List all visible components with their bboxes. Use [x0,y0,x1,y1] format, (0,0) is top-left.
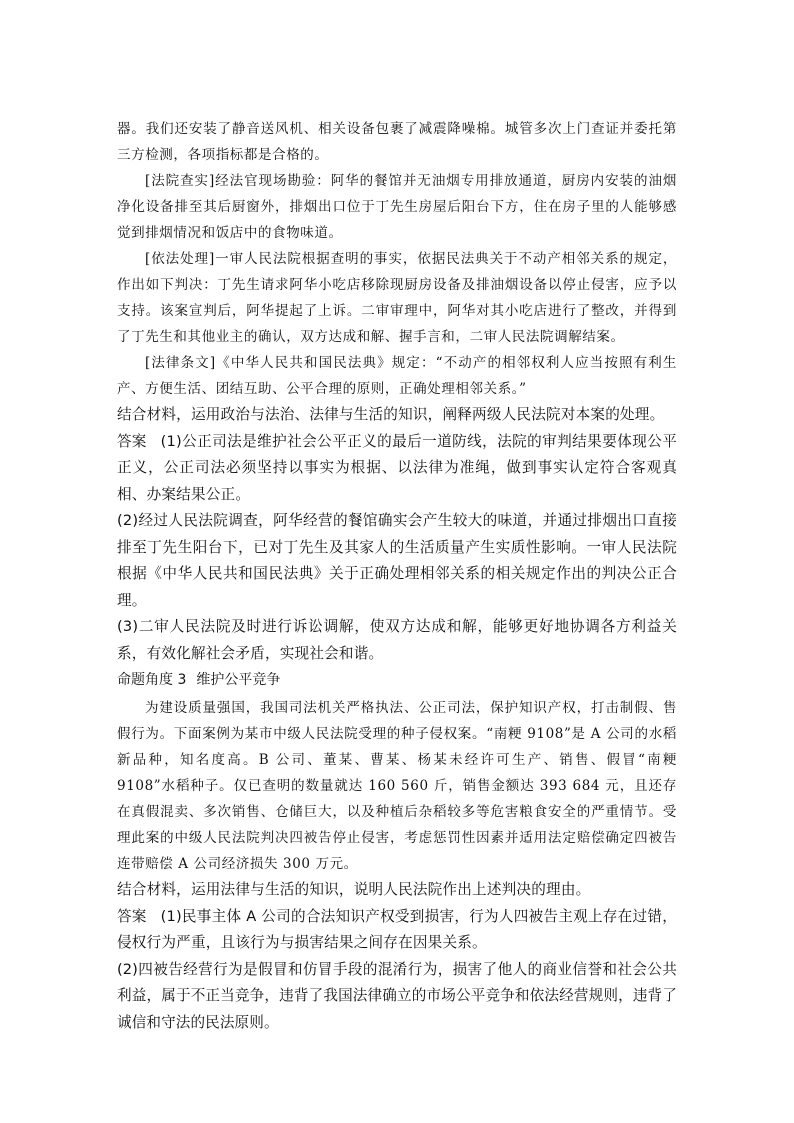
angle3-question: 结合材料，运用法律与生活的知识，说明人民法院作出上述判决的理由。 [117,881,591,898]
case2-answer-3: (3)二审人民法院及时进行诉讼调解，使双方达成和解，能够更好地协调各方利益关系，有效化解社会矛盾，实现社会和谐。 [117,618,677,662]
legal-provision-paragraph: [法律条文]《中华人民共和国民法典》规定：“不动产的相邻权利人应当按照有利生产、方便生活、团结互助、公平合理的原则，正确处理相邻关系。” [117,355,677,397]
case-material-continuation: 器。我们还安装了静音送风机、相关设备包裹了减震降噪棉。城管多次上门查证并委托第三方检测，各项指标都是合格的。 [117,121,677,163]
answer-label: 答案 [117,432,147,450]
angle3-answer-1 [117,904,677,957]
case2-answer-1 [117,429,677,509]
legal-handling-paragraph: [依法处理]一审人民法院根据查明的事实，依据民法典关于不动产相邻关系的规定，作出如下判决：丁先生请求阿华小吃店移除现厨房设备及排油烟设备以停止侵害，应予以支持。该案宣判后，阿华提起了上诉。二审审理中，阿华对其小吃店进行了整改，并得到了丁先生和其他业主的确认，双方达成和解、握手言和，二审人民法院调解结案。 [117,251,677,345]
question-angle-heading [117,667,677,693]
angle-title: 维护公平竞争 [196,672,281,688]
angle3-answer-2: (2)四被告经营行为是假冒和仿冒手段的混淆行为，损害了他人的商业信誉和社会公共利益，属于不正当竞争，违背了我国法律确立的市场公平竞争和依法经营规则，违背了诚信和守法的民法原则。 [117,960,677,1031]
case2-question: 结合材料，运用政治与法治、法律与生活的知识，阐释两级人民法院对本案的处理。 [117,406,665,423]
angle-label: 命题角度 3 [117,672,187,688]
answer-text: (1)民事主体 A 公司的合法知识产权受到损害，行为人四被告主观上存在过错，侵权行为严重，且该行为与损害结果之间存在因果关系。 [117,907,677,951]
seed-case-material: 为建设质量强国，我国司法机关严格执法、公正司法，保护知识产权，打击制假、售假行为。下面案例为某市中级人民法院受理的种子侵权案。“南粳 9108”是 A 公司的水稻新品种，知名度高。B 公司、董某、曹某、杨某未经许可生产、销售、假冒“南粳 9108”水稻种子。仅已查明的数量就达 160 560 斤，销售金额达 393 684 元，且还存在真假混卖、多次销售、仓储巨大，以及种植后杂稻较多等危害粮食安全的严重情节。受理此案的中级人民法院判决四被告停止侵害，考虑惩罚性因素并适用法定赔偿确定四被告连带赔偿 A 公司经济损失 300 万元。 [117,700,677,872]
court-findings-paragraph: [法院查实]经法官现场勘验：阿华的餐馆并无油烟专用排放通道，厨房内安装的油烟净化设备排至其后厨窗外，排烟出口位于丁先生房屋后阳台下方，住在房子里的人能够感觉到排烟情况和饭店中的食物味道。 [117,173,677,241]
case2-answer-2: (2)经过人民法院调查，阿华经营的餐馆确实会产生较大的味道，并通过排烟出口直接排至丁先生阳台下，已对丁先生及其家人的生活质量产生实质性影响。一审人民法院根据《中华人民共和国民法典》关于正确处理相邻关系的相关规定作出的判决公正合理。 [117,512,677,609]
document-page [117,116,677,1036]
answer-label: 答案 [117,907,147,925]
answer-text: (1)公正司法是维护社会公平正义的最后一道防线，法院的审判结果要体现公平正义，公正司法必须坚持以事实为根据、以法律为准绳，做到事实认定符合客观真相、办案结果公正。 [117,432,677,503]
